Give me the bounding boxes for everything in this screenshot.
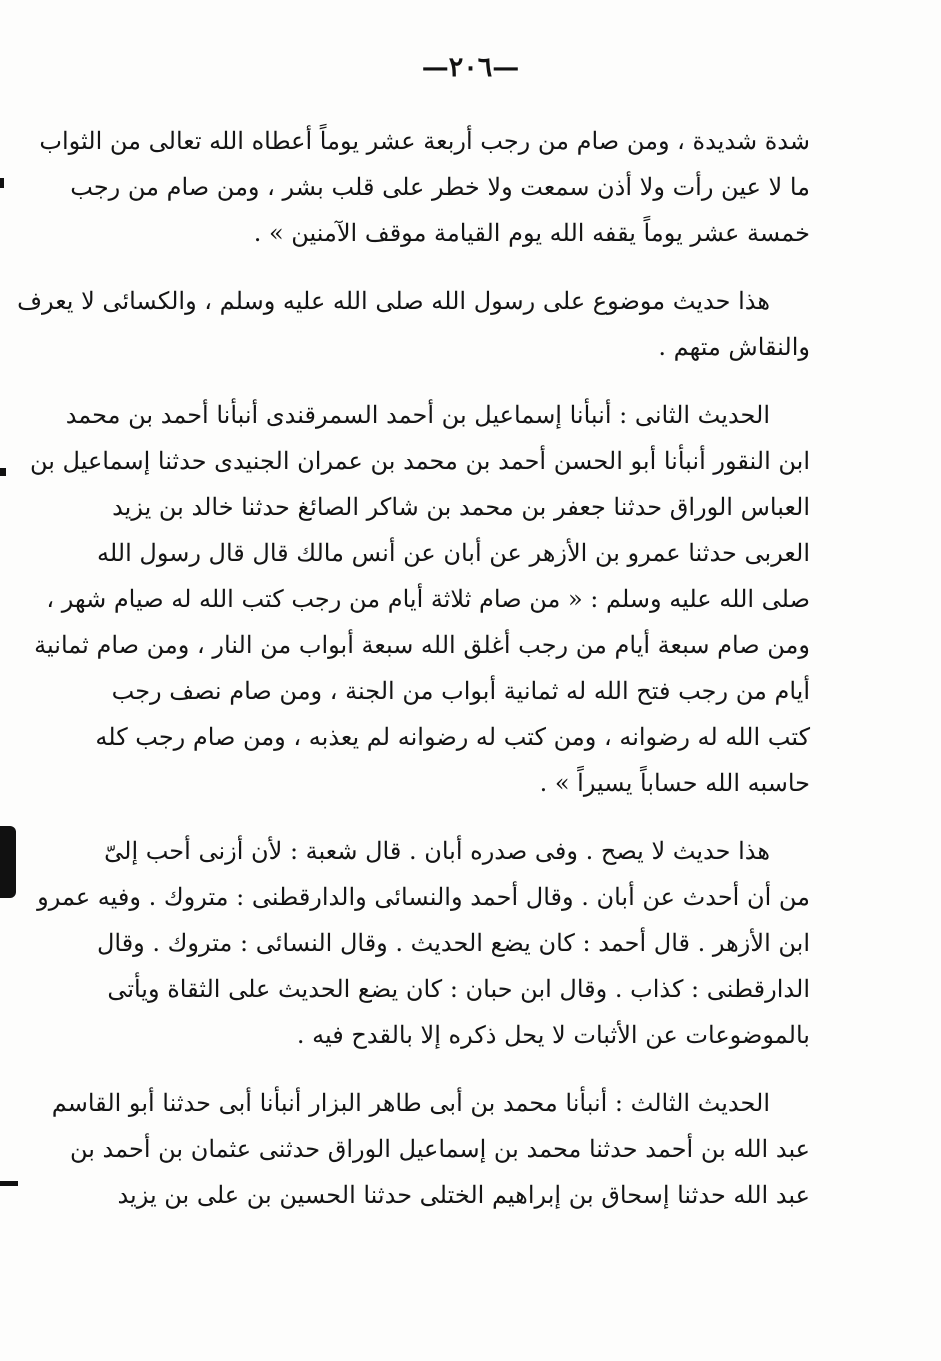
text-line: أيام من رجب فتح الله له ثمانية أبواب من الجنة ، ومن صام نصف رجب	[111, 677, 810, 705]
paragraph-2	[17, 278, 810, 370]
text-line: العربى حدثنا عمرو بن الأزهر عن أبان عن أنس مالك قال قال رسول الله	[96, 539, 810, 567]
text-line: هذا حديث لا يصح . وفى صدره أبان . قال شعبة : لأن أزنى أحب إلىّ	[104, 837, 770, 865]
text-line: هذا حديث موضوع على رسول الله صلى الله عليه وسلم ، والكسائى لا يعرف	[17, 287, 770, 315]
scan-mark	[0, 826, 16, 898]
text-line: الدارقطنى : كذاب . وقال ابن حبان : كان يضع الحديث على الثقاة ويأتى	[107, 975, 810, 1003]
text-line: خمسة عشر يوماً يقفه الله يوم القيامة موقف الآمنين » .	[253, 219, 810, 247]
scan-mark	[0, 468, 6, 476]
text-line: كتب الله له رضوانه ، ومن كتب له رضوانه لم يعذبه ، ومن صام رجب كله	[95, 723, 810, 751]
text-line: عبد الله حدثنا إسحاق بن إبراهيم الختلى حدثنا الحسين بن على بن يزيد	[117, 1181, 810, 1209]
body-text	[17, 118, 810, 1240]
text-line: شدة شديدة ، ومن صام من رجب أربعة عشر يوماً أعطاه الله تعالى من الثواب	[39, 127, 810, 155]
page-number: —٢٠٦—	[421, 52, 520, 83]
text-line: العباس الوراق حدثنا جعفر بن محمد بن شاكر الصائغ حدثنا خالد بن يزيد	[112, 493, 810, 521]
text-line: من أن أحدث عن أبان . وقال أحمد والنسائى والدارقطنى : متروك . وفيه عمرو	[37, 883, 810, 911]
scan-mark	[0, 178, 4, 188]
text-line: صلى الله عليه وسلم : « من صام ثلاثة أيام من رجب كتب الله له صيام شهر ،	[46, 585, 810, 613]
paragraph-1	[39, 118, 810, 256]
text-line: ابن النقور أنبأنا أبو الحسن أحمد بن محمد بن عمران الجنيدى حدثنا إسماعيل بن	[29, 447, 810, 475]
text-line: بالموضوعات عن الأثبات لا يحل ذكره إلا بالقدح فيه .	[296, 1021, 810, 1049]
text-line: والنقاش متهم .	[658, 333, 810, 361]
text-line: الحديث الثالث : أنبأنا محمد بن أبى طاهر البزار أنبأنا أبى حدثنا أبو القاسم	[51, 1089, 770, 1117]
paragraph-4	[37, 828, 810, 1058]
text-line: ما لا عين رأت ولا أذن سمعت ولا خطر على قلب بشر ، ومن صام من رجب	[70, 173, 810, 201]
text-line: الحديث الثانى : أنبأنا إسماعيل بن أحمد السمرقندى أنبأنا أحمد بن محمد	[65, 401, 770, 429]
text-line: ومن صام سبعة أيام من رجب أغلق الله سبعة أبواب من النار ، ومن صام ثمانية	[34, 631, 810, 659]
text-line: عبد الله بن أحمد حدثنا محمد بن إسماعيل الوراق حدثنى عثمان بن أحمد بن	[69, 1135, 810, 1163]
text-line: حاسبه الله حساباً يسيراً » .	[539, 769, 810, 797]
paragraph-5	[51, 1080, 810, 1218]
paragraph-3	[29, 392, 810, 806]
text-line: ابن الأزهر . قال أحمد : كان يضع الحديث . وقال النسائى : متروك . وقال	[96, 929, 810, 957]
scan-mark	[0, 1181, 18, 1186]
